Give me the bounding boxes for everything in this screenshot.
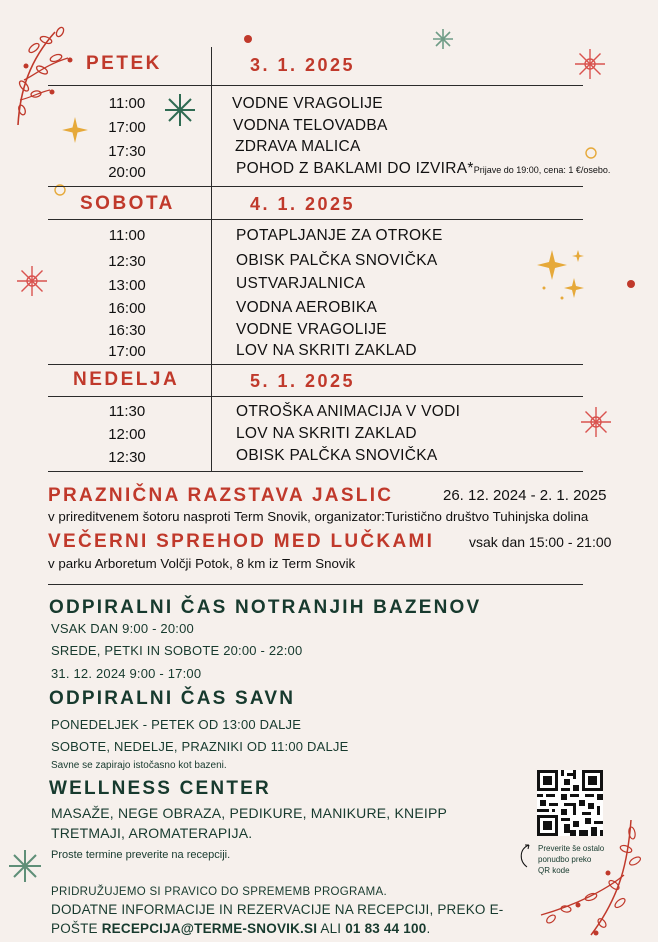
wellness-title: WELLNESS CENTER (49, 778, 271, 799)
pools-hours-line: 31. 12. 2024 9:00 - 17:00 (51, 666, 202, 681)
event-time: 11:00 (108, 95, 146, 112)
saunas-title: ODPIRALNI ČAS SAVN (49, 688, 296, 709)
wellness-note: Proste termine preverite na recepciji. (51, 849, 231, 861)
divider (48, 219, 583, 220)
saunas-hours-line: PONEDELJEK - PETEK OD 13:00 DALJE (51, 717, 302, 732)
event-time: 11:00 (108, 227, 146, 244)
exhibition-description: v prireditvenem šotoru nasproti Term Snovik, organizator:Turistično društvo Tuhinjska dolina (48, 509, 589, 524)
schedule-divider-vertical (211, 47, 212, 471)
red-dot-icon (243, 34, 253, 44)
footer-contact-suffix: . (426, 921, 431, 936)
exhibition-dates: 26. 12. 2024 - 2. 1. 2025 (443, 487, 607, 504)
walk-title: VEČERNI SPREHOD MED LUČKAMI (48, 531, 435, 552)
divider (48, 186, 583, 187)
event-time: 16:00 (108, 300, 146, 317)
divider (48, 85, 583, 86)
event-name: OBISK PALČKA SNOVIČKA (236, 252, 438, 269)
pools-hours-line: VSAK DAN 9:00 - 20:00 (51, 621, 194, 636)
footer-contact-line (51, 921, 430, 936)
divider (48, 364, 583, 365)
footer-contact-prefix: POŠTE (51, 921, 102, 936)
day-name-saturday: SOBOTA (80, 193, 175, 214)
walk-description: v parku Arboretum Volčji Potok, 8 km iz Term Snovik (48, 556, 356, 571)
wellness-services-line: MASAŽE, NEGE OBRAZA, PEDIKURE, MANIKURE, KNEIPP (51, 805, 448, 821)
divider (48, 584, 583, 585)
event-name-text: POHOD Z BAKLAMI DO IZVIRA* (236, 160, 474, 177)
gold-ring-icon (584, 146, 598, 160)
divider (48, 471, 583, 472)
event-time: 20:00 (108, 164, 146, 181)
day-name-sunday: NEDELJA (73, 369, 180, 390)
event-time: 12:30 (108, 253, 146, 270)
wellness-services-line: TRETMAJI, AROMATERAPIJA. (51, 825, 253, 841)
event-name: LOV NA SKRITI ZAKLAD (236, 342, 417, 359)
event-name: OBISK PALČKA SNOVIČKA (236, 447, 438, 464)
event-name: VODNE VRAGOLIJE (232, 95, 383, 112)
snowflake-icon (572, 46, 608, 82)
event-time: 17:30 (108, 143, 146, 160)
event-time: 16:30 (108, 322, 146, 339)
day-name-friday: PETEK (86, 53, 162, 74)
event-name: LOV NA SKRITI ZAKLAD (236, 425, 417, 442)
footer-contact-mid: ALI (317, 921, 346, 936)
event-name: ZDRAVA MALICA (235, 138, 361, 155)
qr-code-icon[interactable] (537, 770, 603, 836)
snowflake-icon (14, 263, 50, 299)
holly-branch-top-left-icon (10, 20, 80, 130)
qr-caption-line: QR kode (538, 866, 570, 875)
saunas-note: Savne se zapirajo istočasno kot bazeni. (51, 760, 227, 771)
pools-title: ODPIRALNI ČAS NOTRANJIH BAZENOV (49, 597, 482, 618)
divider (48, 396, 583, 397)
event-name: VODNA TELOVADBA (233, 117, 388, 134)
event-time: 17:00 (108, 119, 146, 136)
qr-caption-line: Preverite še ostalo (538, 844, 605, 853)
green-star-icon (7, 848, 43, 884)
gold-sparkle-icon (60, 115, 90, 145)
curved-arrow-icon (517, 843, 533, 869)
snowflake-icon (578, 404, 614, 440)
event-name: OTROŠKA ANIMACIJA V VODI (236, 403, 461, 420)
day-date-friday: 3. 1. 2025 (250, 55, 356, 75)
footer-disclaimer: PRIDRUŽUJEMO SI PRAVICO DO SPREMEMB PROGRAMA. (51, 886, 387, 898)
event-time: 17:00 (108, 343, 146, 360)
event-name (236, 160, 610, 178)
event-note: Prijave do 19:00, cena: 1 €/osebo. (473, 165, 611, 175)
event-time: 12:00 (108, 426, 146, 443)
qr-caption-line: ponudbo preko (538, 855, 592, 864)
exhibition-title: PRAZNIČNA RAZSTAVA JASLIC (48, 485, 394, 506)
day-date-saturday: 4. 1. 2025 (250, 194, 356, 214)
event-time: 12:30 (108, 449, 146, 466)
gold-sparkles-icon (536, 248, 588, 304)
event-name: POTAPLJANJE ZA OTROKE (236, 227, 443, 244)
green-star-icon (431, 27, 455, 51)
event-time: 13:00 (108, 277, 146, 294)
contact-phone[interactable]: 01 83 44 100 (345, 921, 427, 936)
footer-info-line: DODATNE INFORMACIJE IN REZERVACIJE NA RECEPCIJI, PREKO E- (51, 902, 504, 917)
event-name: USTVARJALNICA (236, 275, 366, 292)
event-time: 11:30 (108, 403, 146, 420)
event-name: VODNA AEROBIKA (236, 299, 378, 316)
contact-email-link[interactable]: RECEPCIJA@TERME-SNOVIK.SI (101, 921, 318, 936)
day-date-sunday: 5. 1. 2025 (250, 371, 356, 391)
green-star-icon (163, 92, 197, 128)
walk-time: vsak dan 15:00 - 21:00 (469, 534, 612, 550)
event-name: VODNE VRAGOLIJE (236, 321, 387, 338)
pools-hours-line: SREDE, PETKI IN SOBOTE 20:00 - 22:00 (51, 643, 303, 658)
saunas-hours-line: SOBOTE, NEDELJE, PRAZNIKI OD 11:00 DALJE (51, 739, 349, 754)
red-dot-icon (626, 279, 636, 289)
